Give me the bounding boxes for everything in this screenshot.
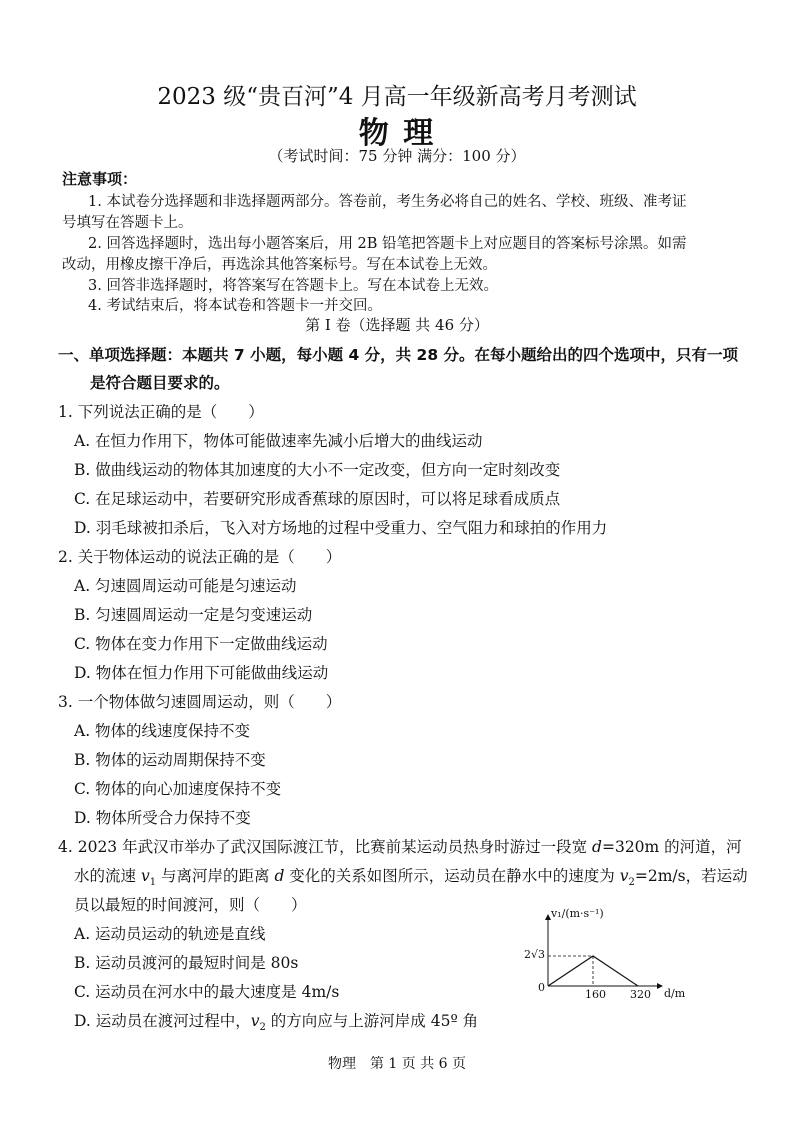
x-tick-160: 160 [585, 988, 606, 1001]
q1-option-c: C. 在足球运动中，若要研究形成香蕉球的原因时，可以将足球看成质点 [74, 490, 561, 508]
chart-svg [524, 905, 694, 1005]
q2-stem: 2. 关于物体运动的说法正确的是（ ） [58, 548, 342, 566]
q4-option-b: B. 运动员渡河的最短时间是 80s [74, 954, 299, 972]
q4-option-c: C. 运动员在河水中的最大速度是 4m/s [74, 983, 340, 1001]
q4-stem-line-2: 水的流速 $v_1$ 与离河岸的距离 d 变化的关系如图所示，运动员在静水中的速度为 $v_2=2m/s$，若运动 [74, 867, 748, 889]
notice-item-4: 4. 考试结束后，将本试卷和答题卡一并交回。 [88, 298, 382, 314]
exam-title: 2023 级“贵百河”4 月高一年级新高考月考测试 [157, 84, 637, 110]
q1-stem: 1. 下列说法正确的是（ ） [58, 403, 264, 421]
x-tick-0: 0 [538, 981, 545, 994]
section-heading-line-2: 是符合题目要求的。 [90, 374, 230, 392]
q3-stem: 3. 一个物体做匀速圆周运动，则（ ） [58, 693, 342, 711]
q3-option-a: A. 物体的线速度保持不变 [74, 722, 251, 740]
part-title: 第 I 卷（选择题 共 46 分） [305, 316, 489, 334]
q2-option-c: C. 物体在变力作用下一定做曲线运动 [74, 635, 328, 653]
page-footer: 物理 第 1 页 共 6 页 [327, 1056, 467, 1072]
q4-stem-line-1: 4. 2023 年武汉市举办了武汉国际渡江节，比赛前某运动员热身时游过一段宽 d=320m 的河道，河 [58, 838, 742, 856]
exam-info: （考试时间：75 分钟 满分：100 分） [268, 147, 526, 165]
notice-item-2-line-1: 2. 回答选择题时，选出每小题答案后，用 2B 铅笔把答题卡上对应题目的答案标号涂黑。如需 [88, 236, 687, 252]
q2-option-a: A. 匀速圆周运动可能是匀速运动 [74, 577, 297, 595]
y-axis-label: v₁/(m·s⁻¹) [551, 907, 604, 920]
x-axis-label: d/m [664, 987, 686, 1000]
q4-option-a: A. 运动员运动的轨迹是直线 [74, 925, 266, 943]
q4-option-d: D. 运动员在渡河过程中，$v_2$ 的方向应与上游河岸成 45º 角 [74, 1012, 479, 1034]
q1-option-b: B. 做曲线运动的物体其加速度的大小不一定改变，但方向一定时刻改变 [74, 461, 561, 479]
q1-option-a: A. 在恒力作用下，物体可能做速率先减小后增大的曲线运动 [74, 432, 483, 450]
velocity-distance-chart [524, 905, 694, 1005]
q3-option-d: D. 物体所受合力保持不变 [74, 809, 251, 827]
q3-option-c: C. 物体的向心加速度保持不变 [74, 780, 282, 798]
subject-title: 物 理 [358, 116, 436, 151]
x-tick-320: 320 [630, 988, 651, 1001]
y-tick-label: 2√3 [524, 948, 546, 961]
q2-option-b: B. 匀速圆周运动一定是匀变速运动 [74, 606, 313, 624]
q1-option-d: D. 羽毛球被扣杀后，飞入对方场地的过程中受重力、空气阻力和球拍的作用力 [74, 519, 608, 537]
section-heading-line-1: 一、单项选择题：本题共 7 小题，每小题 4 分，共 28 分。在每小题给出的四个选项中，只有一项 [58, 346, 739, 364]
q4-stem-line-3: 员以最短的时间渡河，则（ ） [74, 896, 307, 914]
notice-heading: 注意事项： [62, 170, 138, 188]
notice-item-1-line-2: 号填写在答题卡上。 [62, 215, 193, 231]
q2-option-d: D. 物体在恒力作用下可能做曲线运动 [74, 664, 329, 682]
notice-item-2-line-2: 改动，用橡皮擦干净后，再选涂其他答案标号。写在本试卷上无效。 [62, 257, 497, 273]
q3-option-b: B. 物体的运动周期保持不变 [74, 751, 266, 769]
notice-item-1-line-1: 1. 本试卷分选择题和非选择题两部分。答卷前，考生务必将自己的姓名、学校、班级、准考证 [88, 194, 687, 210]
notice-item-3: 3. 回答非选择题时，将答案写在答题卡上。写在本试卷上无效。 [88, 278, 498, 294]
